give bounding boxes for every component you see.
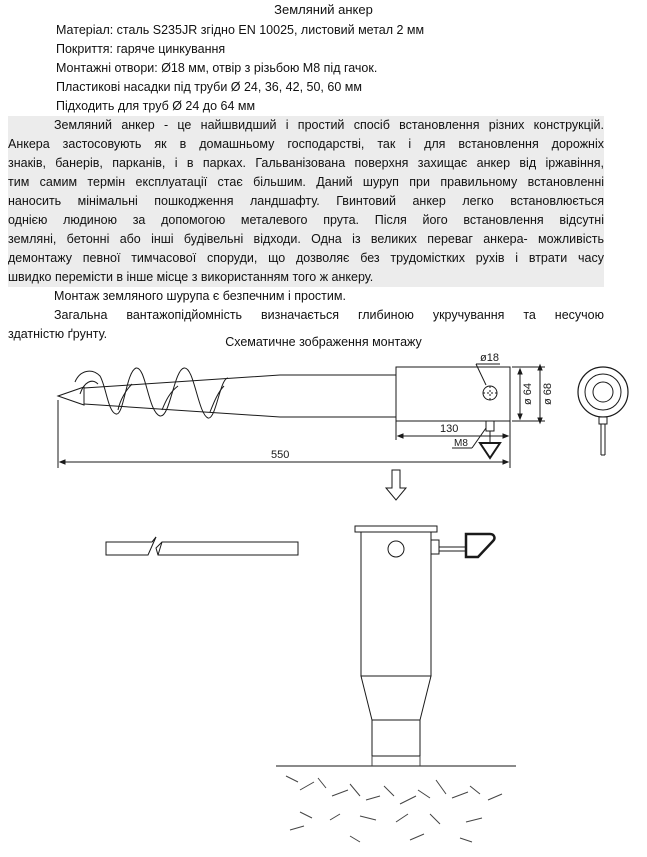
- total-length-label: 550: [271, 449, 290, 461]
- description-line: земляні, бетонні або інші будівельні відходи. Одна із великих переваг анкера- можливість: [8, 232, 604, 246]
- spec-mounting-holes: Монтажні отвори: Ø18 мм, отвір з різьбою М8 під гачок.: [56, 61, 378, 75]
- description-line: демонтажу певної тимчасової споруди, що дозволяє без трудомістких рухів і втрати часу: [8, 251, 604, 265]
- description-line: знаків, банерів, парканів, і в парках. Гальванізована поверхня захищає анкер від іржавіння,: [8, 156, 604, 170]
- ground-surface: [276, 756, 516, 842]
- spec-pipe-range: Підходить для труб Ø 24 до 64 мм: [56, 99, 256, 113]
- spec-material: Матеріал: сталь S235JR згідно EN 10025, листовий метал 2 мм: [56, 23, 425, 37]
- outer-diameter-label: ø 68: [542, 382, 554, 405]
- installed-anchor: [355, 526, 494, 756]
- description-line: тим самим термін експлуатації стає більшим. Даний шуруп при правильному встановленні: [8, 175, 604, 189]
- anchor-side-view: [58, 364, 545, 468]
- page-title: Земляний анкер: [274, 2, 373, 17]
- thread-label: M8: [454, 438, 468, 449]
- safety-line: Монтаж земляного шурупа є безпечним і простим.: [54, 289, 346, 303]
- arrow-down-icon: [386, 470, 406, 500]
- description-line: Анкера застосовують як в домашньому господарстві, так і для встановлення дорожніх: [8, 137, 604, 151]
- spec-plastic-caps: Пластикові насадки під труби Ø 24, 36, 42, 50, 60 мм: [56, 80, 362, 94]
- sleeve-length-label: 130: [440, 423, 459, 435]
- hole-diameter-label: ø18: [480, 352, 499, 364]
- installation-rod: [106, 537, 298, 555]
- capacity-line: Загальна вантажопідйомність визначається глибиною укручування та несучою: [54, 308, 604, 322]
- description-line: однією людиною за допомогою металевого прута. Після його встановлення відсутні: [8, 213, 604, 227]
- description-line: швидко перемісти в інше місце з використанням того ж анкеру.: [8, 270, 374, 284]
- description-line: Земляний анкер - це найшвидший і простий спосіб встановлення різних конструкцій.: [54, 118, 604, 132]
- anchor-end-view: [578, 367, 628, 455]
- capacity-line: здатністю ґрунту.: [8, 327, 108, 341]
- description-line: наносить мінімальні пошкодження ландшафту. Гвинтовий анкер легко встановлюється: [8, 194, 604, 208]
- drawing-caption: Схематичне зображення монтажу: [225, 335, 422, 349]
- spec-coating: Покриття: гаряче цинкування: [56, 42, 226, 56]
- inner-diameter-label: ø 64: [522, 382, 534, 405]
